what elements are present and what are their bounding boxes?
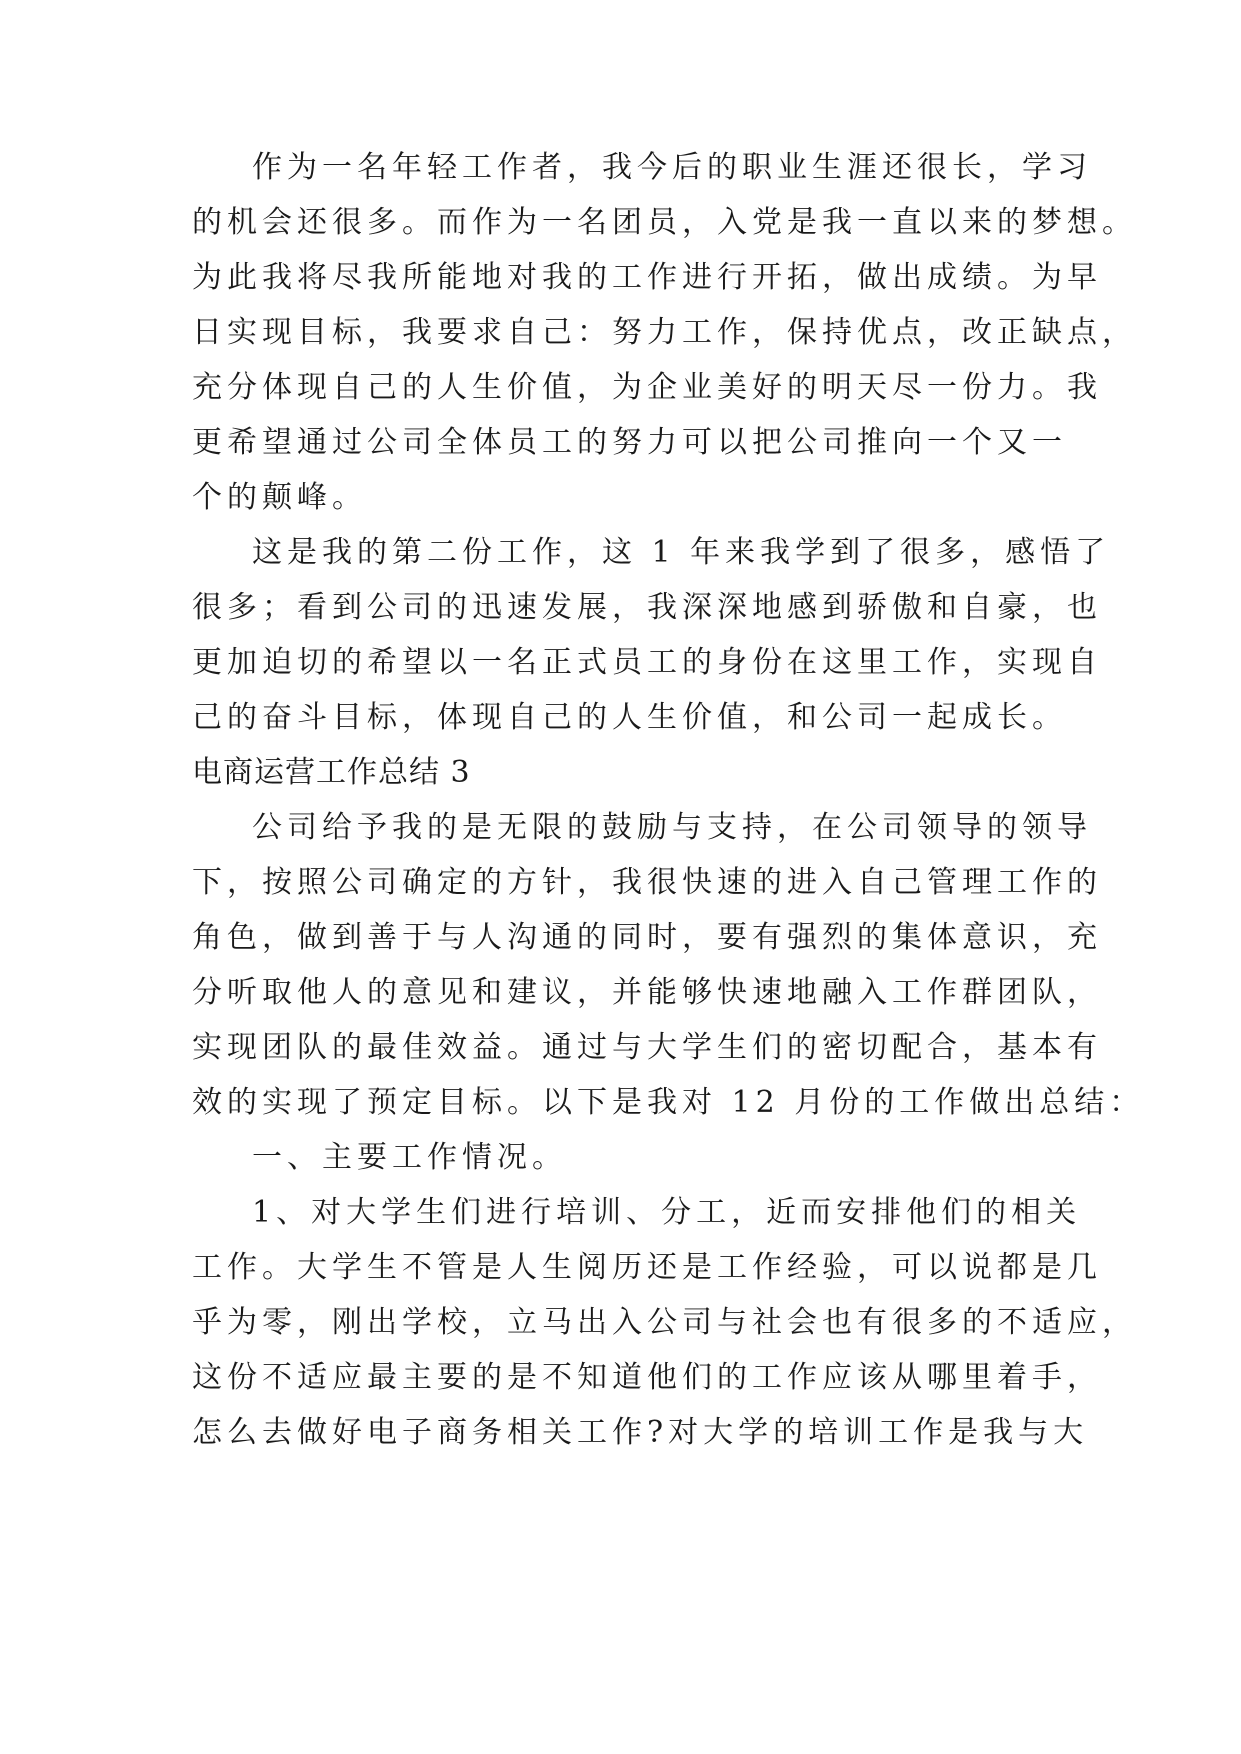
paragraph-line: 怎么去做好电子商务相关工作?对大学的培训工作是我与大 (192, 1415, 1089, 1450)
paragraph-line: 个的颠峰。 (192, 480, 367, 515)
paragraph-line: 充分体现自己的人生价值，为企业美好的明天尽一份力。我 (192, 370, 1102, 405)
paragraph-line: 的机会还很多。而作为一名团员，入党是我一直以来的梦想。 (192, 205, 1137, 240)
paragraph-line: 分听取他人的意见和建议，并能够快速地融入工作群团队， (192, 975, 1102, 1010)
paragraph-line: 乎为零，刚出学校，立马出入公司与社会也有很多的不适应， (192, 1305, 1137, 1340)
paragraph-line: 作为一名年轻工作者，我今后的职业生涯还很长，学习 (252, 150, 1092, 185)
paragraph-line: 实现团队的最佳效益。通过与大学生们的密切配合，基本有 (192, 1030, 1102, 1065)
paragraph-line: 效的实现了预定目标。以下是我对 12 月份的工作做出总结： (192, 1085, 1145, 1120)
paragraph-line: 日实现目标，我要求自己：努力工作，保持优点，改正缺点， (192, 315, 1137, 350)
paragraph-line: 公司给予我的是无限的鼓励与支持，在公司领导的领导 (252, 810, 1092, 845)
paragraph-line: 这是我的第二份工作，这 1 年来我学到了很多，感悟了 (252, 535, 1111, 570)
paragraph-line: 一、主要工作情况。 (252, 1140, 567, 1175)
paragraph-line: 为此我将尽我所能地对我的工作进行开拓，做出成绩。为早 (192, 260, 1102, 295)
paragraph-line: 角色，做到善于与人沟通的同时，要有强烈的集体意识，充 (192, 920, 1102, 955)
paragraph-line: 工作。大学生不管是人生阅历还是工作经验，可以说都是几 (192, 1250, 1102, 1285)
paragraph-line: 很多；看到公司的迅速发展，我深深地感到骄傲和自豪，也 (192, 590, 1102, 625)
paragraph-line: 己的奋斗目标，体现自己的人生价值，和公司一起成长。 (192, 700, 1067, 735)
paragraph-line: 1、对大学生们进行培训、分工，近而安排他们的相关 (252, 1195, 1082, 1230)
section-heading: 电商运营工作总结 3 (192, 755, 471, 790)
paragraph-line: 更希望通过公司全体员工的努力可以把公司推向一个又一 (192, 425, 1067, 460)
paragraph-line: 更加迫切的希望以一名正式员工的身份在这里工作，实现自 (192, 645, 1102, 680)
paragraph-line: 这份不适应最主要的是不知道他们的工作应该从哪里着手， (192, 1360, 1102, 1395)
paragraph-line: 下，按照公司确定的方针，我很快速的进入自己管理工作的 (192, 865, 1102, 900)
